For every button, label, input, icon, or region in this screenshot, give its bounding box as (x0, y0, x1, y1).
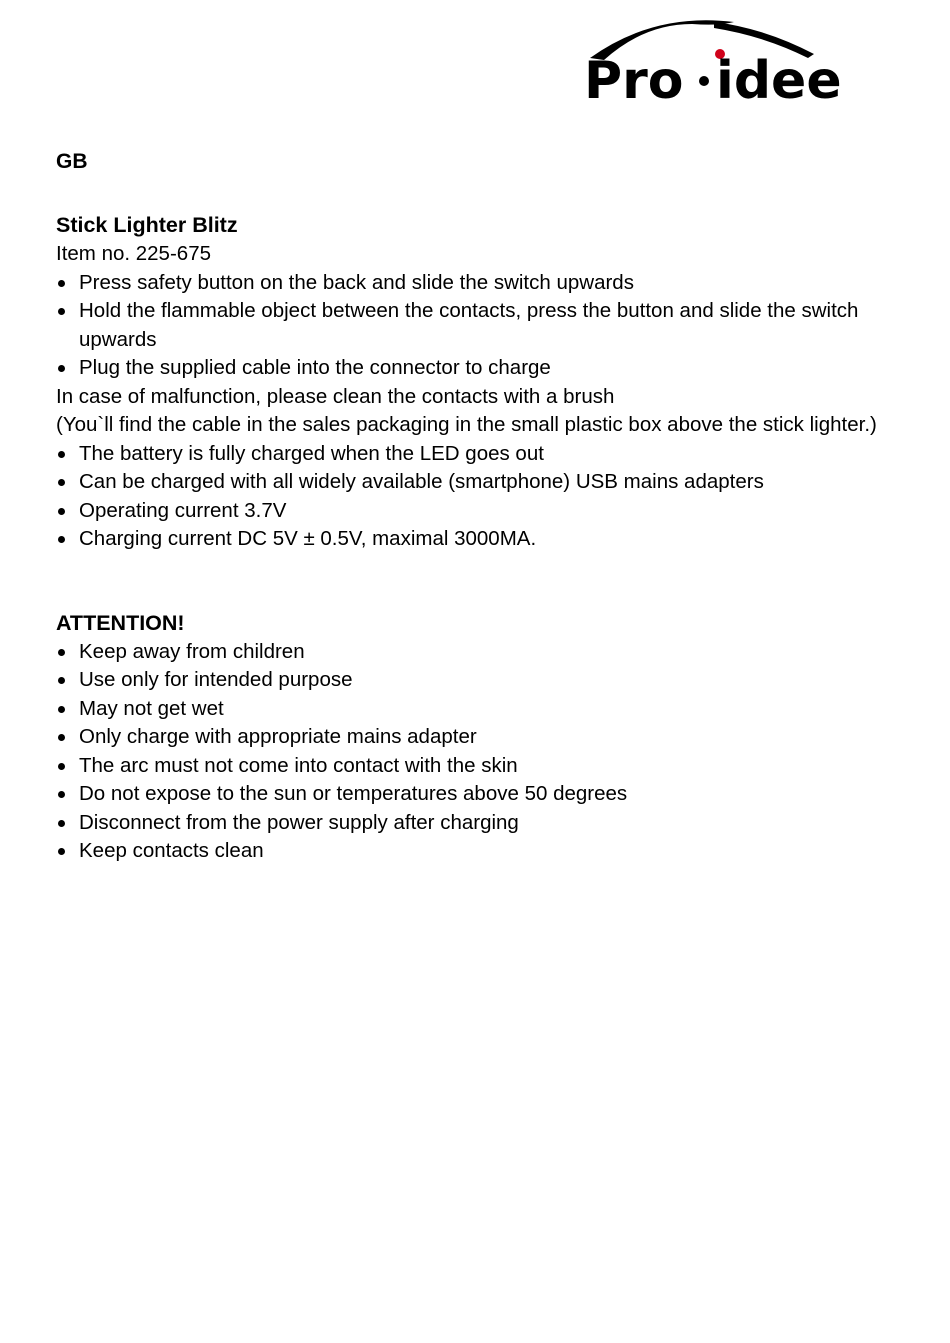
logo-wordmark-right: idee (716, 51, 842, 111)
cable-note: (You`ll find the cable in the sales packaging in the small plastic box above the stick lighter.) (56, 413, 877, 436)
bullet-icon (58, 706, 65, 713)
list-item (56, 525, 916, 554)
list-item (56, 468, 916, 497)
list-item-text: Disconnect from the power supply after charging (79, 810, 519, 834)
list-item-text: Keep away from children (79, 639, 305, 663)
list-item-text: Plug the supplied cable into the connector to charge (79, 356, 551, 379)
list-item (56, 695, 916, 724)
list-item-text: The battery is fully charged when the LED goes out (79, 441, 544, 465)
list-item-text: Operating current 3.7V (79, 498, 287, 522)
list-item (56, 780, 916, 809)
list-item (56, 354, 916, 383)
bullet-icon (58, 820, 65, 827)
attention-heading: ATTENTION! (56, 610, 185, 635)
pro-idee-logo-graphic (584, 14, 848, 114)
logo-middle-dot (699, 76, 709, 86)
bullet-icon (58, 308, 65, 315)
list-item (56, 269, 916, 298)
item-number: Item no. 225-675 (56, 242, 211, 265)
bullet-icon (58, 848, 65, 855)
bullet-icon (58, 365, 65, 372)
list-item (56, 497, 916, 526)
logo-wordmark-left: Pro (584, 51, 684, 111)
list-item-text: Do not expose to the sun or temperatures above 50 degrees (79, 782, 628, 805)
list-item-text: Use only for intended purpose (79, 668, 353, 691)
list-item (56, 809, 916, 838)
list-item-text: Only charge with appropriate mains adapter (79, 725, 477, 748)
list-item-text: Can be charged with all widely available (smartphone) USB mains adapters (79, 470, 764, 493)
product-title: Stick Lighter Blitz (56, 213, 238, 237)
document-body (56, 144, 916, 866)
instructions-list-a (56, 269, 916, 383)
bullet-icon (58, 649, 65, 656)
bullet-icon (58, 451, 65, 458)
bullet-icon (58, 763, 65, 770)
bullet-icon (58, 734, 65, 741)
bullet-icon (58, 791, 65, 798)
bullet-icon (58, 280, 65, 287)
bullet-icon (58, 677, 65, 684)
list-item-text: Keep contacts clean (79, 839, 264, 862)
bullet-icon (58, 508, 65, 515)
list-item-text: May not get wet (79, 696, 224, 720)
bullet-icon (58, 479, 65, 486)
list-item (56, 723, 916, 752)
list-item (56, 638, 916, 667)
list-item (56, 297, 916, 354)
list-item (56, 837, 916, 866)
bullet-icon (58, 536, 65, 543)
malfunction-note: In case of malfunction, please clean the contacts with a brush (56, 384, 615, 408)
instructions-list-b (56, 440, 916, 554)
pro-idee-logo (584, 14, 848, 114)
attention-list (56, 638, 916, 866)
list-item (56, 440, 916, 469)
list-item (56, 666, 916, 695)
list-item-text: Press safety button on the back and slide the switch upwards (79, 270, 634, 294)
list-item-text: Charging current DC 5V ± 0.5V, maximal 3000MA. (79, 527, 537, 550)
list-item-text: The arc must not come into contact with the skin (79, 753, 518, 777)
language-code: GB (56, 150, 88, 173)
list-item-text: Hold the flammable object between the contacts, press the button and slide the switch upwards (79, 299, 859, 351)
list-item (56, 752, 916, 781)
